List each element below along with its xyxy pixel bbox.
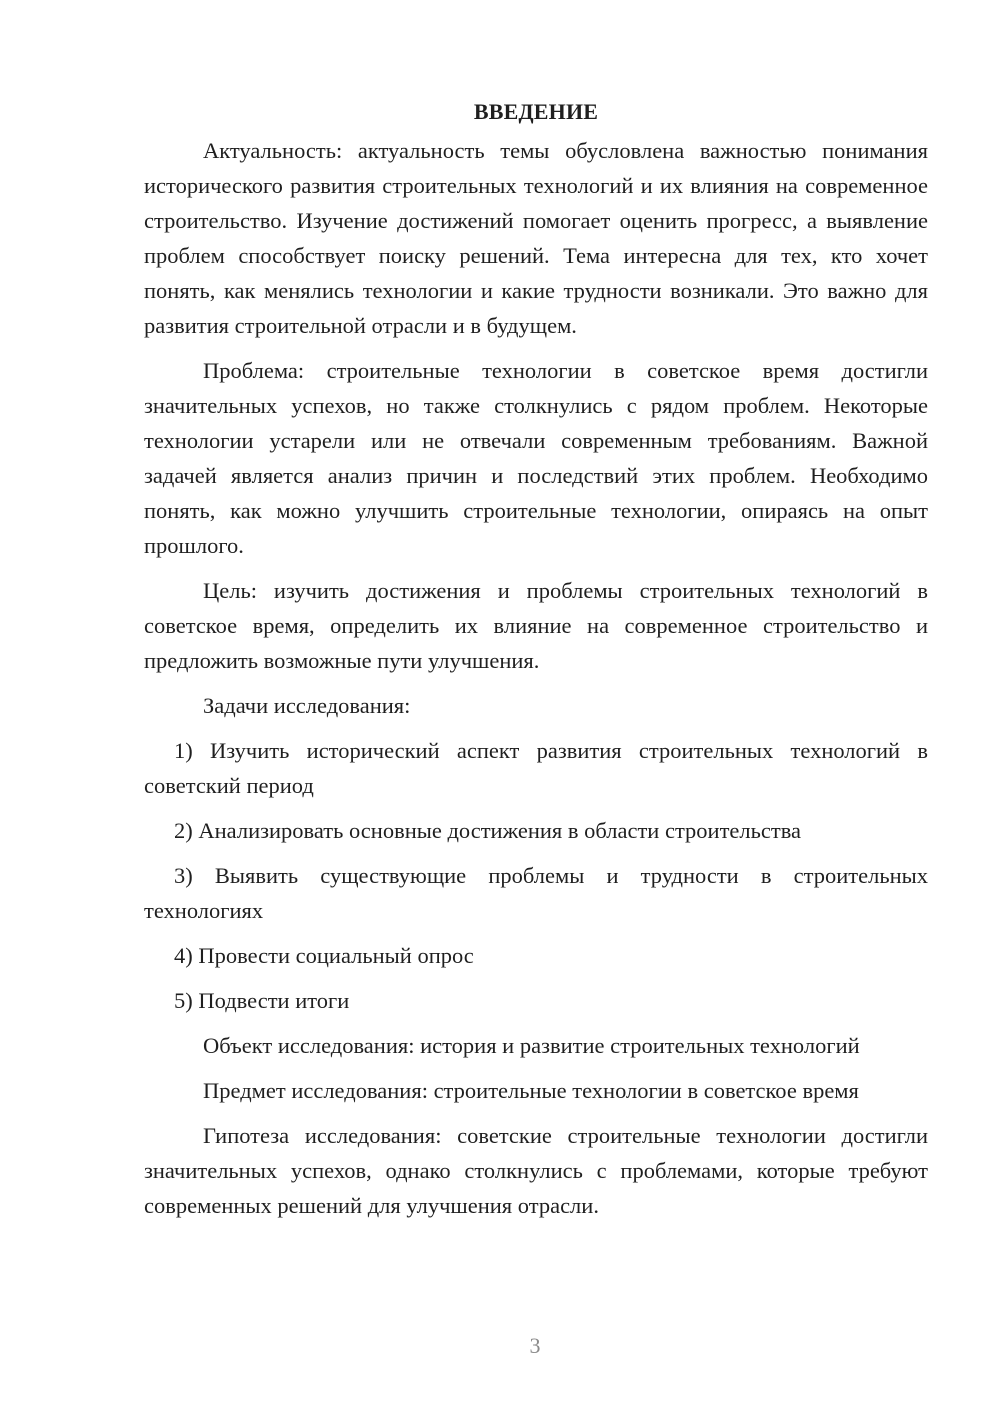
task-item-2: 2) Анализировать основные достижения в области строительства (174, 818, 802, 843)
tasks-heading: Задачи исследования: (203, 693, 411, 718)
object-paragraph: Объект исследования: история и развитие строительных технологий (203, 1033, 860, 1058)
page-number: 3 (529, 1333, 541, 1358)
subject-paragraph: Предмет исследования: строительные технологии в советское время (203, 1078, 859, 1103)
hypothesis-paragraph: Гипотеза исследования: советские строительные технологии достигли значительных успехов, однако столкнулись с проблемами, которые требуют современных решений для улучшения отрасли. (144, 1123, 928, 1218)
goal-paragraph: Цель: изучить достижения и проблемы строительных технологий в советское время, определить их влияние на современное строительство и предложить возможные пути улучшения. (144, 578, 928, 673)
task-item-3: 3) Выявить существующие проблемы и трудности в строительных технологиях (144, 863, 928, 923)
relevance-paragraph: Актуальность: актуальность темы обусловлена важностью понимания исторического развития строительных технологий и их влияния на современное строительство. Изучение достижений помогает оценить прогресс, а выявление проблем способствует поиску решений. Тема интересна для тех, кто хочет понять, как менялись технологии и какие трудности возникали. Это важно для развития строительной отрасли и в будущем. (144, 138, 928, 338)
problem-paragraph: Проблема: строительные технологии в советское время достигли значительных успехов, но также столкнулись с рядом проблем. Некоторые технологии устарели или не отвечали современным требованиям. Важной задачей является анализ причин и последствий этих проблем. Необходимо понять, как можно улучшить строительные технологии, опираясь на опыт прошлого. (144, 358, 928, 558)
page-content (144, 94, 928, 1233)
task-item-4: 4) Провести социальный опрос (174, 943, 474, 968)
task-item-1: 1) Изучить исторический аспект развития строительных технологий в советский период (144, 738, 928, 798)
page-title: ВВЕДЕНИЕ (473, 99, 599, 124)
task-item-5: 5) Подвести итоги (174, 988, 350, 1013)
